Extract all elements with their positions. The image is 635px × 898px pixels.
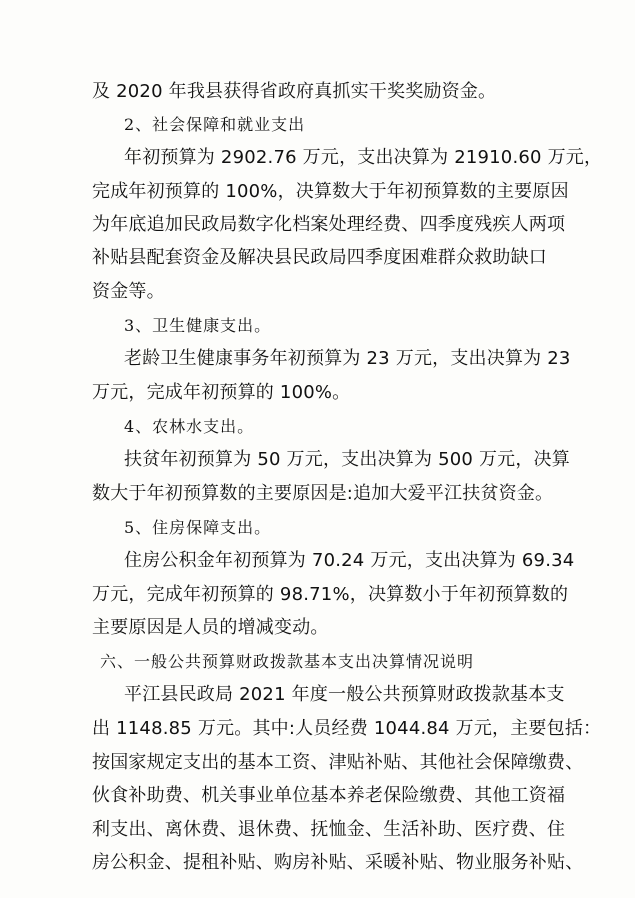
- section-heading: 4、农林水支出。: [124, 417, 255, 436]
- text-line: 为年底追加民政局数字化档案处理经费、四季度残疾人两项: [92, 214, 566, 235]
- text-line: 扶贫年初预算为 50 万元，支出决算为 500 万元，决算: [124, 449, 570, 470]
- text-line: 老龄卫生健康事务年初预算为 23 万元，支出决算为 23: [124, 348, 571, 369]
- text-line: 住房公积金年初预算为 70.24 万元，支出决算为 69.34: [124, 550, 575, 571]
- text-line: 完成年初预算的 100%，决算数大于年初预算数的主要原因: [92, 181, 569, 202]
- section-heading: 5、住房保障支出。: [124, 518, 272, 537]
- text-line: 利支出、离休费、退休费、抚恤金、生活补助、医疗费、住: [92, 819, 566, 840]
- text-line: 主要原因是人员的增减变动。: [92, 617, 329, 638]
- text-line: 万元，完成年初预算的 98.71%，决算数小于年初预算数的: [92, 584, 569, 605]
- section-heading: 2、社会保障和就业支出: [124, 115, 306, 134]
- text-line: 伙食补助费、机关事业单位基本养老保险缴费、其他工资福: [92, 785, 566, 806]
- text-line: 数大于年初预算数的主要原因是:追加大爱平江扶贫资金。: [92, 483, 554, 504]
- text-line: 出 1148.85 万元。其中:人员经费 1044.84 万元，主要包括：: [92, 718, 602, 739]
- text-line: 万元，完成年初预算的 100%。: [92, 382, 351, 403]
- section-heading: 六、一般公共预算财政拨款基本支出决算情况说明: [100, 652, 475, 671]
- text-line: 及 2020 年我县获得省政府真抓实干奖奖励资金。: [92, 81, 497, 102]
- section-heading: 3、卫生健康支出。: [124, 316, 272, 335]
- text-line: 年初预算为 2902.76 万元，支出决算为 21910.60 万元，: [124, 147, 603, 168]
- text-line: 补贴县配套资金及解决县民政局四季度困难群众救助缺口: [92, 247, 547, 268]
- text-line: 资金等。: [92, 281, 165, 302]
- text-line: 房公积金、提租补贴、购房补贴、采暖补贴、物业服务补贴、: [92, 852, 584, 873]
- text-line: 按国家规定支出的基本工资、津贴补贴、其他社会保障缴费、: [92, 752, 584, 773]
- text-line: 平江县民政局 2021 年度一般公共预算财政拨款基本支: [124, 684, 565, 705]
